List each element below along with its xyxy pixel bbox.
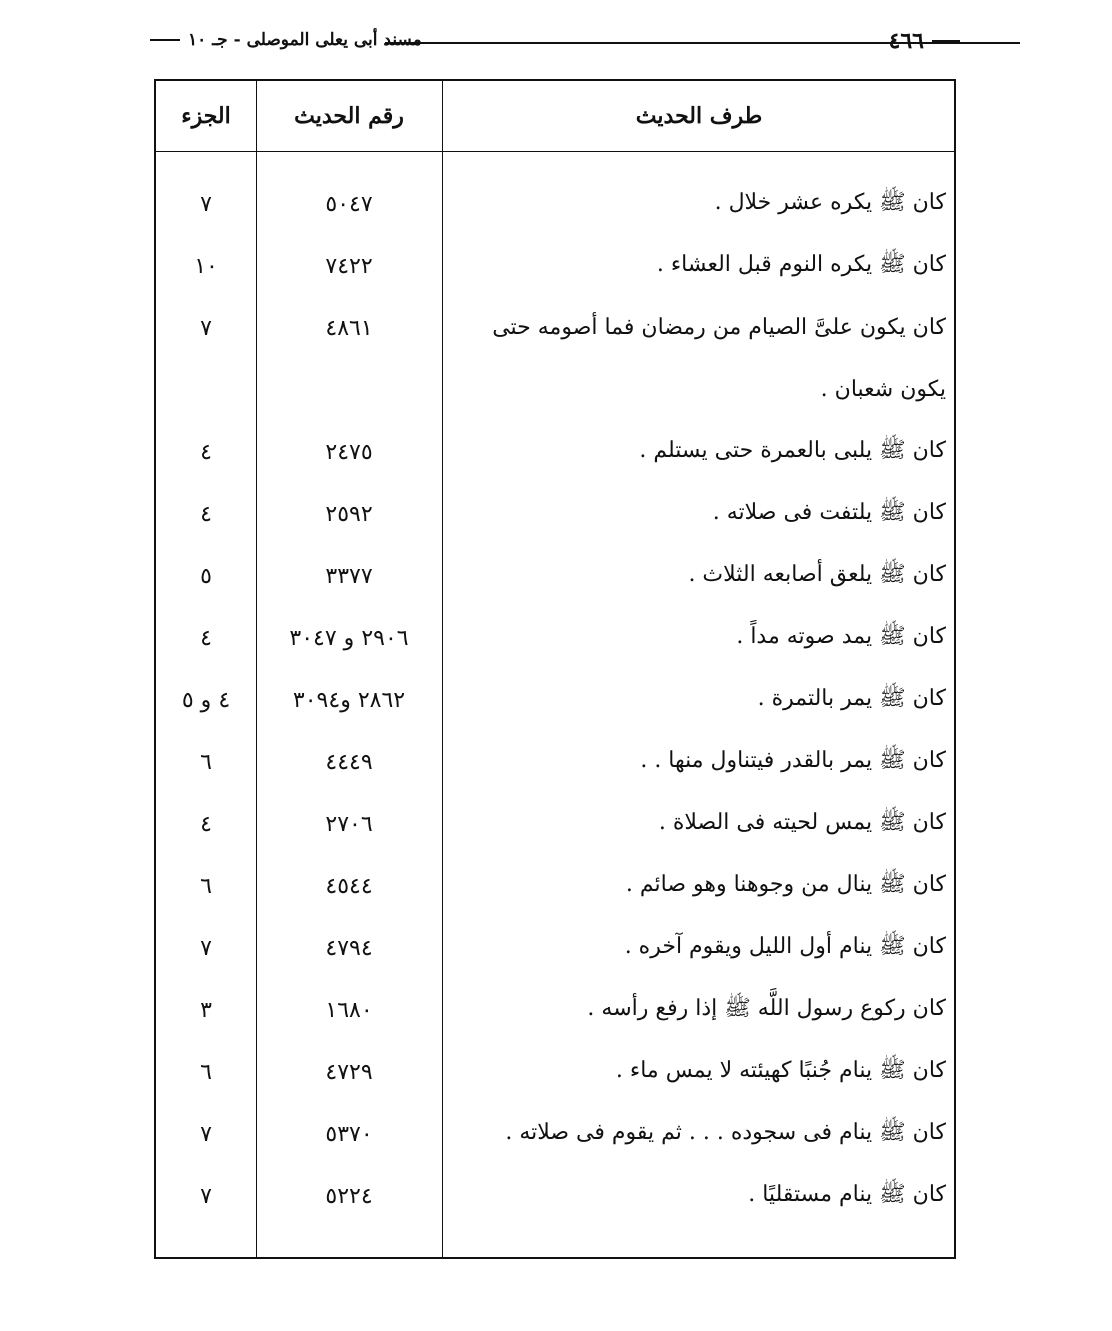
hadith-number: ٤٨٦١ bbox=[325, 315, 373, 341]
volume-part: ٥ bbox=[200, 563, 212, 589]
hadith-text: كان ﷺ ينام مستقليًا . bbox=[748, 1182, 946, 1207]
column-header-number: رقم الحديث bbox=[294, 103, 404, 129]
volume-part: ٧ bbox=[200, 1183, 212, 1209]
hadith-text: كان ﷺ ينام فى سجوده . . . ثم يقوم فى صلاته . bbox=[505, 1120, 946, 1145]
table-row bbox=[156, 979, 954, 1041]
hadith-number: ٥٠٤٧ bbox=[325, 191, 373, 217]
page-number-text: ٤٦٦ bbox=[888, 28, 924, 54]
volume-part: ٤ bbox=[200, 811, 212, 837]
table-row bbox=[156, 235, 954, 297]
table-row bbox=[156, 297, 954, 421]
hadith-number: ٤٧٢٩ bbox=[325, 1059, 373, 1085]
table-row bbox=[156, 421, 954, 483]
volume-part: ٦ bbox=[200, 749, 212, 775]
volume-part: ٧ bbox=[200, 315, 212, 341]
hadith-text: كان ﷺ يكره النوم قبل العشاء . bbox=[656, 252, 946, 277]
hadith-number: ٥٢٢٤ bbox=[325, 1183, 373, 1209]
hadith-text: كان ركوع رسول اللَّه ﷺ إذا رفع رأسه . bbox=[587, 996, 946, 1021]
table-row bbox=[156, 731, 954, 793]
hadith-text: كان ﷺ ينام جُنبًا كهيئته لا يمس ماء . bbox=[615, 1058, 946, 1083]
hadith-number: ٤٧٩٤ bbox=[325, 935, 373, 961]
book-title-dash bbox=[150, 39, 180, 41]
header-rule bbox=[385, 42, 1020, 44]
hadith-text: كان ﷺ يلعق أصابعه الثلاث . bbox=[688, 562, 946, 587]
volume-part: ٧ bbox=[200, 191, 212, 217]
table-row bbox=[156, 1165, 954, 1227]
table-row bbox=[156, 793, 954, 855]
hadith-number: ٢٩٠٦ و ٣٠٤٧ bbox=[289, 625, 409, 651]
table-row bbox=[156, 669, 954, 731]
volume-part: ١٠ bbox=[194, 253, 218, 279]
hadith-index-table bbox=[154, 79, 956, 1259]
table-row bbox=[156, 855, 954, 917]
volume-part: ٦ bbox=[200, 873, 212, 899]
table-row bbox=[156, 173, 954, 235]
hadith-text: كان ﷺ ينام أول الليل ويقوم آخره . bbox=[624, 934, 946, 959]
header-divider bbox=[156, 151, 954, 152]
table-row bbox=[156, 483, 954, 545]
hadith-number: ٣٣٧٧ bbox=[325, 563, 373, 589]
volume-part: ٦ bbox=[200, 1059, 212, 1085]
table-row bbox=[156, 1041, 954, 1103]
table-row bbox=[156, 545, 954, 607]
page-number bbox=[889, 28, 960, 54]
hadith-number: ١٦٨٠ bbox=[325, 997, 373, 1023]
book-title-text: مسند أبى يعلى الموصلى - جـ ١٠ bbox=[188, 30, 422, 50]
hadith-text: كان ﷺ ينال من وجوهنا وهو صائم . bbox=[625, 872, 946, 897]
hadith-number: ٢٧٠٦ bbox=[325, 811, 373, 837]
column-header-text: طرف الحديث bbox=[635, 103, 763, 129]
hadith-text: كان يكون علىَّ الصيام من رمضان فما أصومه حتى يكون شعبان . bbox=[492, 315, 946, 402]
volume-part: ٤ bbox=[200, 501, 212, 527]
hadith-text: كان ﷺ يلبى بالعمرة حتى يستلم . bbox=[639, 438, 946, 463]
hadith-number: ٤٤٤٩ bbox=[325, 749, 373, 775]
hadith-number: ٢٥٩٢ bbox=[325, 501, 373, 527]
hadith-number: ٧٤٢٢ bbox=[325, 253, 373, 279]
hadith-text: كان ﷺ يكره عشر خلال . bbox=[714, 190, 946, 215]
hadith-number: ٢٨٦٢ و٣٠٩٤ bbox=[292, 687, 406, 713]
table-row bbox=[156, 1103, 954, 1165]
hadith-text: كان ﷺ يمر بالقدر فيتناول منها . . bbox=[640, 748, 946, 773]
column-header-part: الجزء bbox=[181, 103, 231, 129]
hadith-text: كان ﷺ يلتفت فى صلاته . bbox=[712, 500, 946, 525]
hadith-number: ٤٥٤٤ bbox=[325, 873, 373, 899]
hadith-number: ٢٤٧٥ bbox=[325, 439, 373, 465]
table-row bbox=[156, 917, 954, 979]
hadith-text: كان ﷺ يمد صوته مداً . bbox=[736, 624, 946, 649]
volume-part: ٧ bbox=[200, 1121, 212, 1147]
volume-part: ٧ bbox=[200, 935, 212, 961]
volume-part: ٤ bbox=[200, 439, 212, 465]
hadith-text: كان ﷺ يمس لحيته فى الصلاة . bbox=[658, 810, 946, 835]
running-header bbox=[150, 28, 960, 58]
table-row bbox=[156, 607, 954, 669]
volume-part: ٤ bbox=[200, 625, 212, 651]
volume-part: ٣ bbox=[200, 997, 212, 1023]
book-title bbox=[150, 30, 422, 50]
volume-part: ٤ و ٥ bbox=[181, 687, 231, 713]
table-body bbox=[156, 173, 954, 1227]
hadith-text: كان ﷺ يمر بالتمرة . bbox=[757, 686, 946, 711]
hadith-number: ٥٣٧٠ bbox=[325, 1121, 373, 1147]
